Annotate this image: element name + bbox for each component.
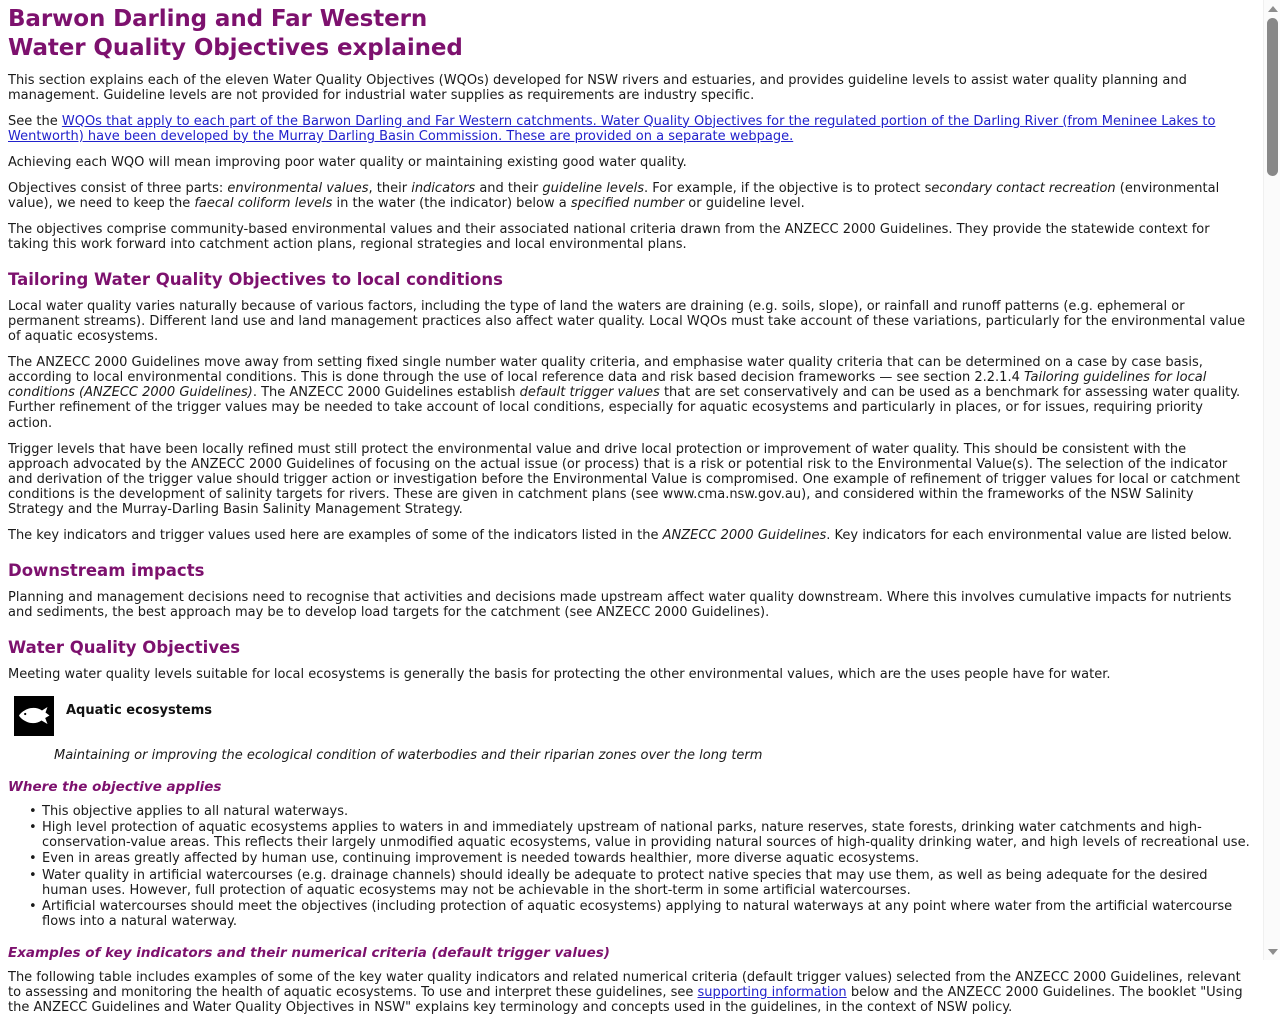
- examples-text-2: below and the ANZECC 2000 Guidelines. The booklet "Using the ANZECC Guidelines and Water Quality Objectives in NSW" explains key terminology and concepts used in the guidelines, in the context of NSW policy.: [8, 985, 1243, 1015]
- fish-icon: [14, 696, 54, 736]
- list-item: • Even in areas greatly affected by human use, continuing improvement is needed towards healthier, more diverse aquatic ecosystems.: [42, 851, 1251, 866]
- obj-text-2: , their: [368, 180, 412, 196]
- obj-text-5: (environmental value), we need to keep the: [8, 180, 1220, 211]
- list-item: • Water quality in artificial watercourses (e.g. drainage channels) should ideally be adequate to protect native species that may use them, as well as being adequate for the desired human uses. However, full protection of aquatic ecosystems may not be achievable in the short-term in some artificial watercourses.: [42, 868, 1251, 898]
- comprise-paragraph: The objectives comprise community-based environmental values and their associated national criteria drawn from the ANZECC 2000 Guidelines. They provide the statewide context for taking this work forward into catchment action plans, regional strategies and local environmental plans.: [8, 222, 1210, 253]
- wqos-catchments-link[interactable]: WQOs that apply to each part of the Barwon Darling and Far Western catchments. Water Quality Objectives for the regulated portion of the Darling River (from Meninee Lakes to Wentworth) have been developed by the Murray Darling Basin Commission. These are provided on a separate webpage.: [8, 113, 1216, 144]
- tailoring4-italic-1: ANZECC 2000 Guidelines: [662, 528, 827, 544]
- achieving-paragraph: Achieving each WQO will mean improving poor water quality or maintaining existing good water quality.: [8, 154, 687, 170]
- tailoring2-italic-1: Tailoring guidelines for local conditions (ANZECC 2000 Guidelines): [8, 370, 1207, 401]
- objectives-parts-paragraph: [8, 181, 1251, 211]
- tailoring-paragraph-1: Local water quality varies naturally because of various factors, including the type of land the waters are draining (e.g. soils, slope), or rainfall and runoff patterns (e.g. ephemeral or permanent streams). Different land use and land management practices also affect water quality. Local WQOs must take account of these variations, particularly for the environmental value of aquatic ecosystems.: [8, 299, 1246, 345]
- where-applies-list: [8, 804, 1251, 929]
- obj-italic-4: econdary contact recreation: [931, 180, 1116, 196]
- scroll-up-arrow-icon[interactable]: [1264, 0, 1281, 17]
- tailoring-paragraph-3: Trigger levels that have been locally refined must still protect the environmental value and drive local protection or improvement of water quality. This should be consistent with the approach advocated by the ANZECC 2000 Guidelines of focusing on the actual issue (or process) that is a risk or potential risk to the Environmental Value(s). The selection of the indicator and derivation of the trigger value should trigger action or investigation before the Environmental Value is compromised. One example of refinement of trigger values for local or catchment conditions is the development of salinity targets for rivers. These are given in catchment plans (see www.cma.nsw.gov.au), and considered within the frameworks of the NSW Salinity Strategy and the Murray-Darling Basin Salinity Management Strategy.: [8, 441, 1241, 517]
- obj-text-3: and their: [475, 180, 543, 196]
- see-the-paragraph: [8, 114, 1251, 144]
- downstream-paragraph-1: Planning and management decisions need to recognise that activities and decisions made upstream affect water quality downstream. Where this involves cumulative impacts for nutrients and sediments, the best approach may be to develop load targets for the catchment (see ANZECC 2000 Guidelines).: [8, 589, 1232, 620]
- scroll-thumb[interactable]: [1267, 18, 1278, 176]
- tailoring-paragraph-4: [8, 528, 1251, 543]
- page-title: [8, 5, 1251, 63]
- tailoring2-text-3: that are set conservatively and can be used as a benchmark for assessing water quality. Further refinement of the trigger values may be needed to take account of local conditions, especially for aquatic ecosystems and particularly in places, or for issues, requiring priority action.: [8, 385, 1241, 431]
- intro-paragraph: This section explains each of the eleven Water Quality Objectives (WQOs) developed for NSW rivers and estuaries, and provides guideline levels to assist water quality planning and management. Guideline levels are not provided for industrial water supplies as requirements are industry specific.: [8, 72, 1187, 103]
- sub-heading-examples: Examples of key indicators and their numerical criteria (default trigger values): [8, 944, 610, 961]
- obj-italic-3: guideline levels: [542, 180, 644, 196]
- page-title-line-1: Barwon Darling and Far Western: [8, 6, 428, 32]
- list-item: • This objective applies to all natural waterways.: [42, 804, 1251, 819]
- obj-text-6: in the water (the indicator) below a: [332, 195, 571, 211]
- tailoring-paragraph-2: [8, 355, 1251, 430]
- objective-name: Aquatic ecosystems: [66, 702, 213, 718]
- tailoring4-text-1: The key indicators and trigger values used here are examples of some of the indicators listed in the: [8, 528, 663, 544]
- objective-description: Maintaining or improving the ecological condition of waterbodies and their riparian zones over the long term: [54, 747, 763, 763]
- obj-italic-2: indicators: [411, 180, 476, 196]
- sub-heading-where-applies: Where the objective applies: [8, 779, 222, 795]
- vertical-scrollbar[interactable]: [1263, 0, 1280, 960]
- wqo-intro-paragraph: Meeting water quality levels suitable for local ecosystems is generally the basis for protecting the other environmental values, which are the uses people have for water.: [8, 666, 1111, 682]
- obj-text-4: . For example, if the objective is to protect s: [644, 180, 932, 196]
- list-item: • Artificial watercourses should meet the objectives (including protection of aquatic ecosystems) applying to natural waterways at any point where water from the artificial watercourse flows into a natural waterway.: [42, 899, 1251, 929]
- tailoring2-text-1: The ANZECC 2000 Guidelines move away from setting fixed single number water quality criteria, and emphasise water quality criteria that can be determined on a case by case basis, according to local environmental conditions. This is done through the use of local reference data and risk based decision frameworks — see section 2.2.1.4: [8, 355, 1203, 386]
- supporting-information-link[interactable]: supporting information: [697, 985, 847, 1001]
- obj-italic-1: environmental values: [227, 180, 369, 196]
- obj-italic-6: specified number: [570, 195, 685, 211]
- examples-paragraph: [8, 970, 1251, 1015]
- obj-text-1: Objectives consist of three parts:: [8, 180, 228, 196]
- section-heading-tailoring: Tailoring Water Quality Objectives to local conditions: [8, 270, 503, 290]
- page-title-line-2: Water Quality Objectives explained: [8, 34, 463, 61]
- list-item: • High level protection of aquatic ecosystems applies to waters in and immediately upstream of national parks, nature reserves, state forests, drinking water catchments and high-conservation-value areas. This reflects their largely unmodified aquatic ecosystems, value in providing natural sources of high-quality drinking water, and high levels of recreational use.: [42, 820, 1251, 850]
- obj-italic-5: faecal coliform levels: [194, 195, 333, 211]
- tailoring2-italic-2: default trigger values: [519, 385, 660, 401]
- section-heading-downstream: Downstream impacts: [8, 561, 205, 581]
- examples-text-1: The following table includes examples of some of the key water quality indicators and related numerical criteria (default trigger values) selected from the ANZECC 2000 Guidelines, relevant to assessing and monitoring the health of aquatic ecosystems. To use and interpret these guidelines, see: [8, 970, 1241, 1001]
- see-the-prefix: See the: [8, 113, 62, 129]
- section-heading-wqo: Water Quality Objectives: [8, 638, 241, 658]
- obj-text-7: or guideline level.: [684, 195, 805, 211]
- tailoring4-text-2: . Key indicators for each environmental value are listed below.: [826, 528, 1232, 544]
- tailoring2-text-2: . The ANZECC 2000 Guidelines establish: [252, 385, 520, 401]
- scroll-down-arrow-icon[interactable]: [1264, 943, 1281, 960]
- objective-aquatic-ecosystems: [8, 696, 1251, 736]
